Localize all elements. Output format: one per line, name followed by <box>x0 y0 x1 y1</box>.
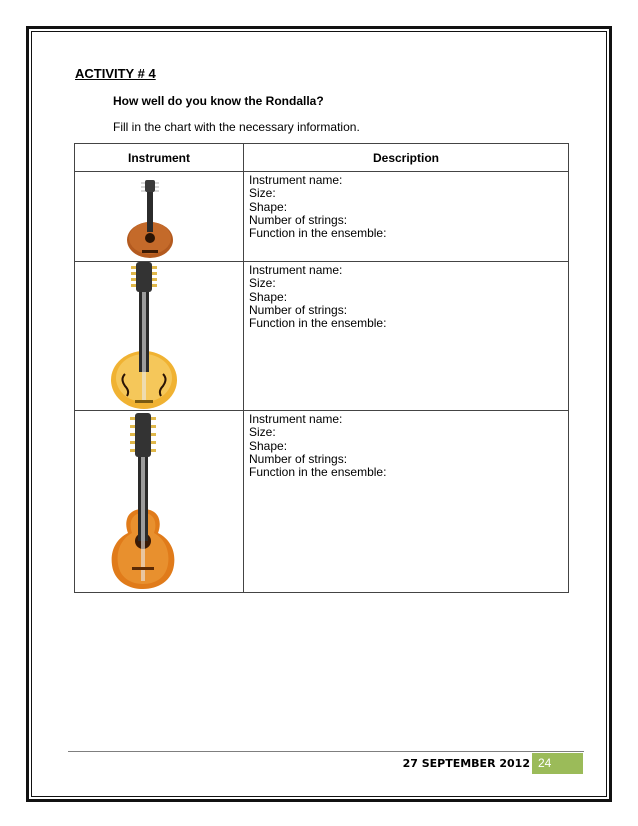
field-function: Function in the ensemble: <box>249 316 387 331</box>
instrument-cell <box>75 411 244 593</box>
field-shape: Shape: <box>249 438 288 453</box>
octavina-icon <box>109 262 179 410</box>
instrument-cell <box>75 262 244 411</box>
field-function: Function in the ensemble: <box>249 465 387 480</box>
bandurria-icon <box>125 180 175 260</box>
footer-divider <box>68 751 584 752</box>
field-number-of-strings: Number of strings: <box>249 212 348 227</box>
table-row <box>75 411 569 593</box>
description-cell <box>244 262 569 411</box>
field-size: Size: <box>249 186 276 201</box>
table-row <box>75 172 569 262</box>
description-cell <box>244 411 569 593</box>
footer-date: 27 SEPTEMBER 2012 <box>402 757 530 770</box>
instrument-cell <box>75 172 244 262</box>
field-instrument-name: Instrument name: <box>249 173 343 187</box>
field-instrument-name: Instrument name: <box>249 263 343 277</box>
field-shape: Shape: <box>249 289 288 304</box>
table-header-row <box>75 144 569 172</box>
activity-title: ACTIVITY # 4 <box>75 66 156 81</box>
header-instrument: Instrument <box>75 144 244 172</box>
field-number-of-strings: Number of strings: <box>249 451 348 466</box>
field-number-of-strings: Number of strings: <box>249 302 348 317</box>
field-shape: Shape: <box>249 199 288 214</box>
question-text: How well do you know the Rondalla? <box>113 94 324 108</box>
field-instrument-name: Instrument name: <box>249 412 343 426</box>
table-row <box>75 262 569 411</box>
guitar-icon <box>108 413 178 591</box>
page-number: 24 <box>532 753 583 774</box>
field-size: Size: <box>249 425 276 440</box>
instrument-chart <box>74 143 569 593</box>
description-cell <box>244 172 569 262</box>
field-function: Function in the ensemble: <box>249 226 387 241</box>
instruction-text: Fill in the chart with the necessary information. <box>113 120 360 134</box>
header-description: Description <box>244 144 569 172</box>
field-size: Size: <box>249 276 276 291</box>
